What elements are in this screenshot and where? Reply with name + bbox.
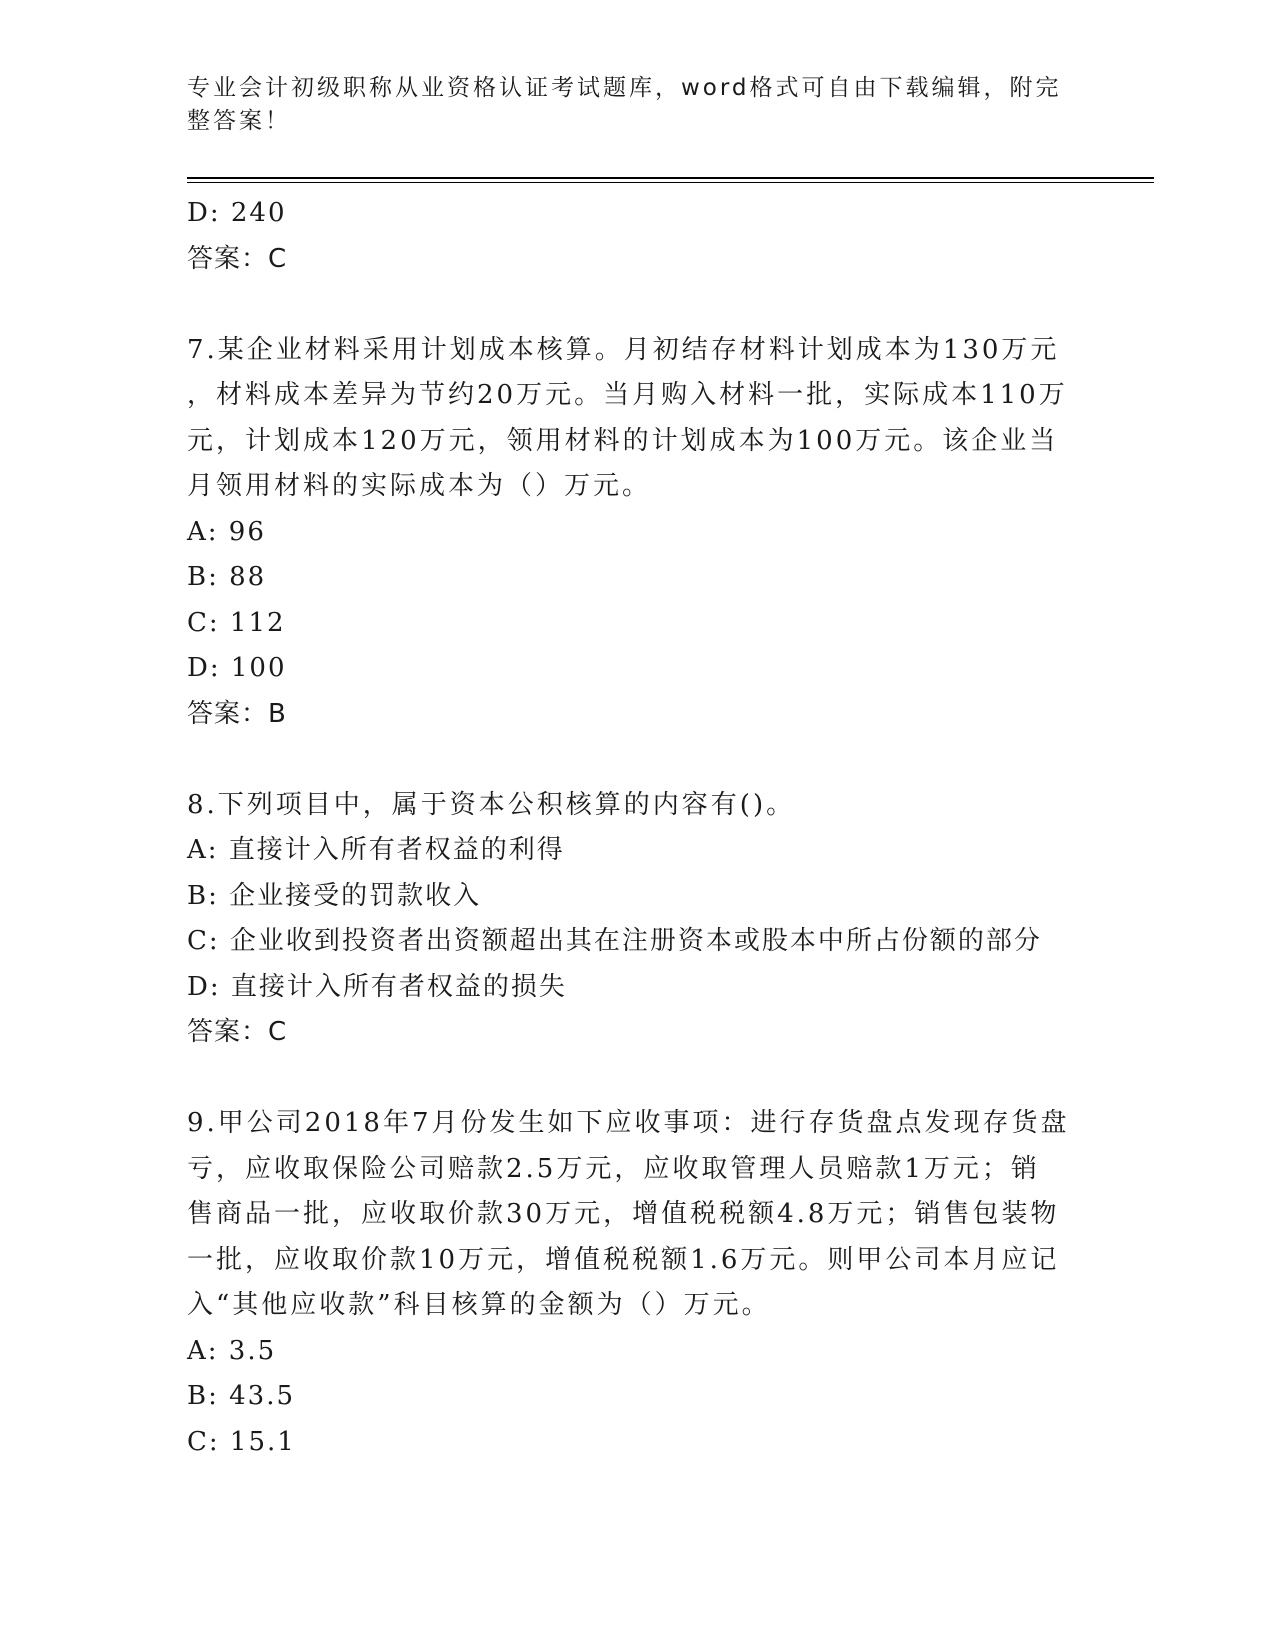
question-line: 入“其他应收款”科目核算的金额为（）万元。 — [187, 1290, 771, 1320]
option-a: A: 3.5 — [187, 1335, 277, 1366]
question-8 — [187, 783, 1087, 1056]
option-d: D: 240 — [187, 198, 287, 228]
question-line: 元，计划成本120万元，领用材料的计划成本为100万元。该企业当 — [187, 425, 1059, 456]
question-line: 亏，应收取保险公司赔款2.5万元，应收取管理人员赔款1万元；销 — [187, 1153, 1040, 1184]
question-line: 7.某企业材料采用计划成本核算。月初结存材料计划成本为130万元 — [187, 334, 1060, 365]
question-7 — [187, 328, 1087, 738]
header-divider-thick — [187, 177, 1154, 179]
answer-line: 答案：C — [187, 243, 288, 274]
option-b: B: 企业接受的罚款收入 — [187, 880, 482, 911]
option-c: C: 112 — [187, 607, 286, 638]
question-line: 8.下列项目中，属于资本公积核算的内容有()。 — [187, 789, 796, 820]
answer-line: 答案：B — [187, 698, 287, 729]
spacer — [187, 1056, 1087, 1102]
option-d: D: 100 — [187, 653, 287, 683]
question-line: 售商品一批，应收取价款30万元，增值税税额4.8万元；销售包装物 — [187, 1199, 1060, 1229]
option-d: D: 直接计入所有者权益的损失 — [187, 971, 567, 1002]
spacer — [187, 282, 1087, 328]
answer-line: 答案：C — [187, 1017, 288, 1047]
page-header: 专业会计初级职称从业资格认证考试题库，word格式可自由下载编辑，附完整答案！ — [187, 75, 1062, 134]
option-b: B: 88 — [187, 562, 267, 592]
option-c: C: 企业收到投资者出资额超出其在注册资本或股本中所占份额的部分 — [187, 926, 1042, 956]
question-line: ，材料成本差异为节约20万元。当月购入材料一批，实际成本110万 — [187, 380, 1068, 410]
option-b: B: 43.5 — [187, 1381, 296, 1411]
question-line: 月领用材料的实际成本为（）万元。 — [187, 471, 652, 501]
question-line: 9.甲公司2018年7月份发生如下应收事项：进行存货盘点发现存货盘 — [187, 1108, 1070, 1138]
option-a: A: 直接计入所有者权益的利得 — [187, 835, 565, 865]
option-c: C: 15.1 — [187, 1426, 296, 1457]
question-9 — [187, 1101, 1087, 1465]
header-divider-thin — [187, 182, 1154, 183]
spacer — [187, 737, 1087, 783]
option-a: A: 96 — [187, 516, 266, 547]
question-content — [187, 191, 1087, 1465]
question-line: 一批，应收取价款10万元，增值税税额1.6万元。则甲公司本月应记 — [187, 1244, 1060, 1275]
